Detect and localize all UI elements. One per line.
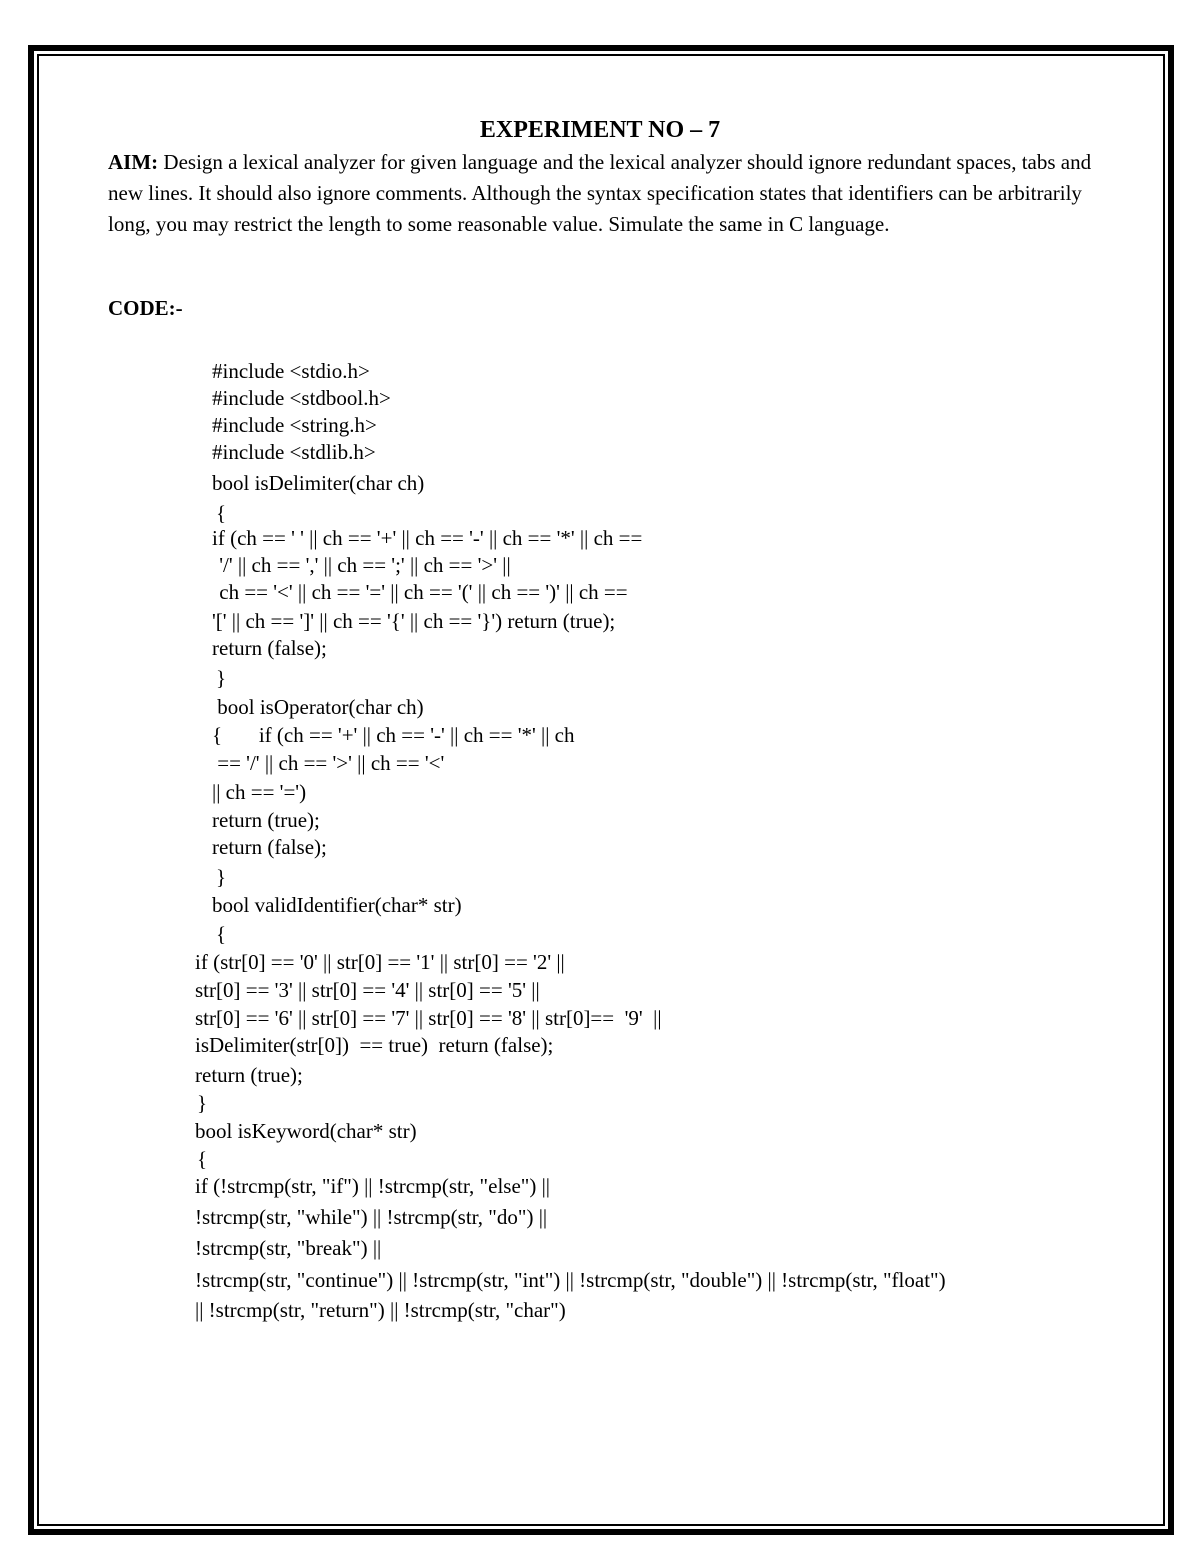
code-line: #include <string.h> — [212, 413, 377, 437]
code-line: } — [216, 865, 227, 889]
code-line: || !strcmp(str, "return") || !strcmp(str, "char") — [195, 1298, 566, 1322]
code-line: { — [197, 1147, 208, 1171]
code-line: return (false); — [212, 835, 327, 859]
code-line: { — [216, 922, 227, 946]
code-line: '/' || ch == ',' || ch == ';' || ch == '>' || — [214, 553, 511, 577]
code-line: !strcmp(str, "continue") || !strcmp(str, "int") || !strcmp(str, "double") || !strcmp(str, "float") — [195, 1268, 946, 1292]
code-line: isDelimiter(str[0]) == true) return (false); — [195, 1033, 554, 1057]
code-line: if (str[0] == '0' || str[0] == '1' || str[0] == '2' || — [195, 950, 565, 974]
code-line: bool isOperator(char ch) — [212, 695, 424, 719]
code-line: bool validIdentifier(char* str) — [212, 893, 462, 917]
code-line: bool isDelimiter(char ch) — [212, 471, 425, 495]
code-line: == '/' || ch == '>' || ch == '<' — [212, 751, 445, 775]
code-line: return (true); — [195, 1063, 303, 1087]
code-line: { — [216, 501, 227, 525]
code-line: !strcmp(str, "while") || !strcmp(str, "do") || — [195, 1205, 548, 1229]
code-line: bool isKeyword(char* str) — [195, 1119, 417, 1143]
code-line: ch == '<' || ch == '=' || ch == '(' || ch == ')' || ch == — [214, 580, 628, 604]
code-line: #include <stdbool.h> — [212, 386, 391, 410]
code-line: '[' || ch == ']' || ch == '{' || ch == '}') return (true); — [212, 609, 616, 633]
code-line: if (!strcmp(str, "if") || !strcmp(str, "else") || — [195, 1174, 550, 1198]
code-line: || ch == '=') — [212, 780, 307, 804]
aim-text: Design a lexical analyzer for given language and the lexical analyzer should ignore redundant spaces, tabs and new lines. It should also ignore comments. Although the syntax specification states that identifiers can be arbitrarily long, you may restrict the length to some reasonable value. Simulate the same in C language. — [108, 150, 1092, 236]
aim-label: AIM: — [108, 150, 159, 174]
code-line: str[0] == '6' || str[0] == '7' || str[0] == '8' || str[0]== '9' || — [195, 1006, 662, 1030]
aim-paragraph — [108, 147, 1098, 240]
experiment-title: EXPERIMENT NO – 7 — [479, 117, 721, 143]
code-line: return (false); — [212, 636, 327, 660]
code-line: return (true); — [212, 808, 320, 832]
code-line: if (ch == ' ' || ch == '+' || ch == '-' || ch == '*' || ch == — [212, 526, 643, 550]
code-heading: CODE:- — [108, 296, 183, 320]
code-line: #include <stdlib.h> — [212, 440, 376, 464]
code-line: } — [197, 1091, 208, 1115]
code-line: } — [216, 666, 227, 690]
code-line: str[0] == '3' || str[0] == '4' || str[0] == '5' || — [195, 978, 540, 1002]
code-line: #include <stdio.h> — [212, 359, 370, 383]
code-line: !strcmp(str, "break") || — [195, 1236, 382, 1260]
code-line: { if (ch == '+' || ch == '-' || ch == '*' || ch — [212, 723, 575, 747]
